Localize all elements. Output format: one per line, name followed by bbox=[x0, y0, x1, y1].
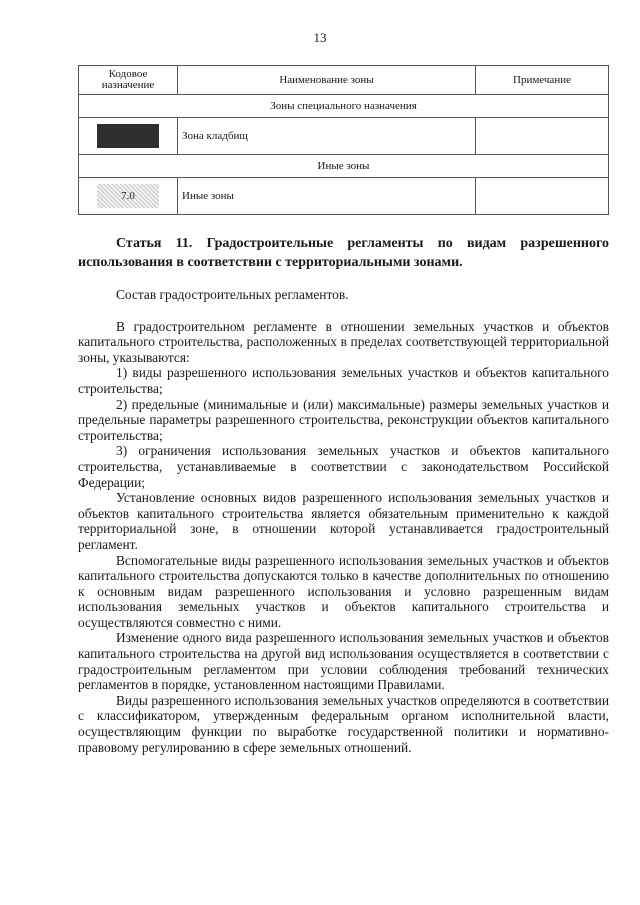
section-row-special bbox=[79, 95, 609, 118]
article-body bbox=[78, 287, 609, 755]
page-number: 13 bbox=[313, 30, 327, 45]
zone-name-cell: Зона кладбищ bbox=[178, 118, 476, 155]
paragraph: 1) виды разрешенного использования земельных участков и объектов капитального строительства; bbox=[78, 365, 609, 396]
section-title: Иные зоны bbox=[79, 155, 609, 178]
zone-code-cell bbox=[79, 178, 178, 215]
zone-note-cell bbox=[476, 178, 609, 215]
paragraph: Вспомогательные виды разрешенного использования земельных участков и объектов капитального строительства допускаются только в качестве дополнительных по отношению к основным видам разрешенного использования и условно разрешенным видам использования земельных участков и объектов капитального строительства и осуществляются совместно с ними. bbox=[78, 552, 609, 630]
header-zone-name: Наименование зоны bbox=[178, 66, 476, 95]
section-row-other bbox=[79, 155, 609, 178]
paragraph: Виды разрешенного использования земельных участков определяются в соответствии с классификатором, утвержденным федеральным органом исполнительной власти, осуществляющим функции по выработке государственной политики и нормативно-правовому регулированию в сфере земельных отношений. bbox=[78, 692, 609, 755]
zone-note-cell bbox=[476, 118, 609, 155]
zone-table bbox=[78, 65, 609, 215]
paragraph: 3) ограничения использования земельных участков и объектов капитального строительства, устанавливаемые в соответствии с законодательством Российской Федерации; bbox=[78, 443, 609, 490]
header-note: Примечание bbox=[476, 66, 609, 95]
zone-color-swatch: 7.0 bbox=[97, 184, 159, 208]
table-row bbox=[79, 178, 609, 215]
article-heading: Статья 11. Градостроительные регламенты по видам разрешенного использования в соответствии с территориальными зонами. bbox=[78, 236, 609, 270]
section-title: Зоны специального назначения bbox=[79, 95, 609, 118]
paragraph: 2) предельные (минимальные и (или) максимальные) размеры земельных участков и предельные параметры разрешенного строительства, реконструкции объектов капитального строительства; bbox=[78, 396, 609, 443]
table-row bbox=[79, 118, 609, 155]
table-header-row bbox=[79, 66, 609, 95]
paragraph: Состав градостроительных регламентов. bbox=[116, 287, 349, 302]
paragraph: Изменение одного вида разрешенного использования земельных участков и объектов капитального строительства на другой вид использования осуществляется в соответствии с градостроительным регламентом при условии соблюдения требований технических регламентов в порядке, установленном настоящими Правилами. bbox=[78, 630, 609, 693]
zone-color-swatch bbox=[97, 124, 159, 148]
zone-code-cell bbox=[79, 118, 178, 155]
paragraph: В градостроительном регламенте в отношении земельных участков и объектов капитального строительства, расположенных в пределах соответствующей территориальной зоны, указываются: bbox=[78, 318, 609, 365]
zone-name-cell: Иные зоны bbox=[178, 178, 476, 215]
header-code: Кодовое назначение bbox=[79, 66, 178, 95]
paragraph: Установление основных видов разрешенного использования земельных участков и объектов капитального строительства является обязательным применительно к каждой территориальной зоне, в отношении которой устанавливается градостроительный регламент. bbox=[78, 490, 609, 552]
